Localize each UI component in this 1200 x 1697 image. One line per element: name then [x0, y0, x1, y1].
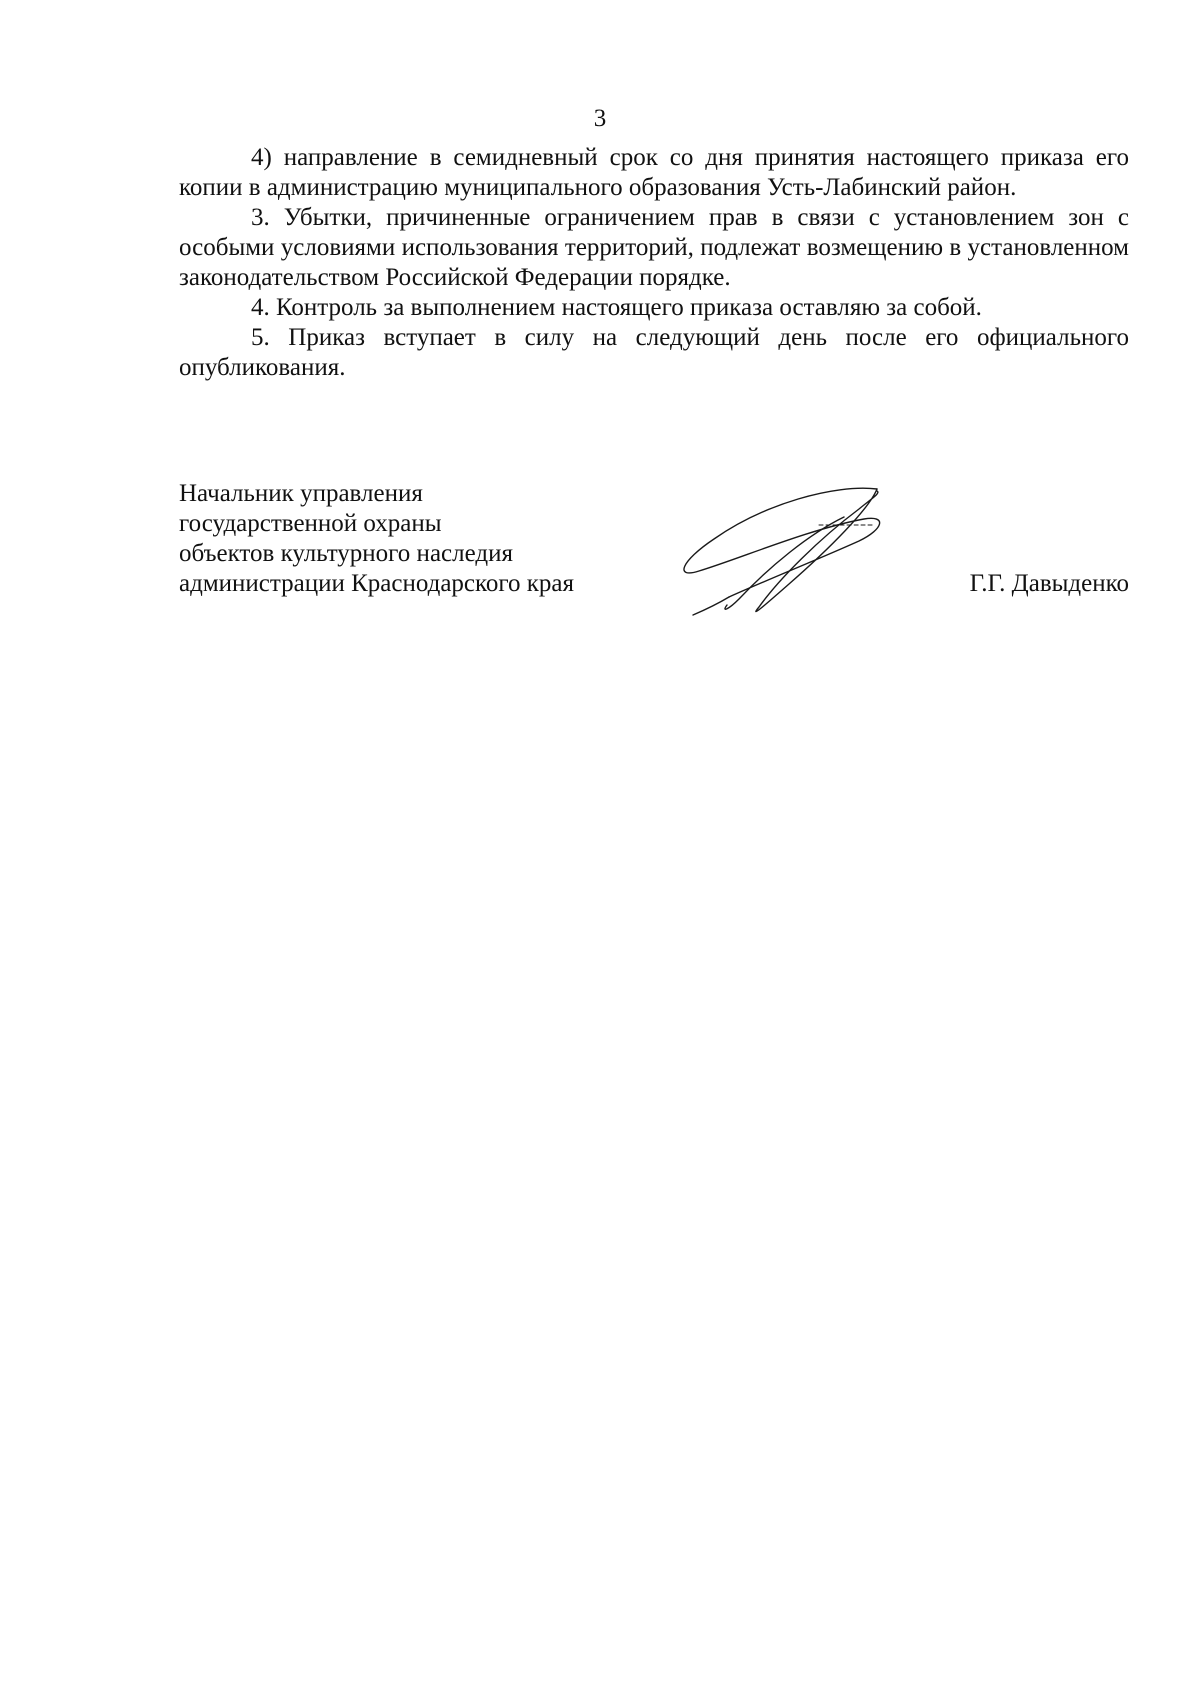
position-line: администрации Краснодарского края — [179, 570, 575, 597]
paragraph-effective-date: 5. Приказ вступает в силу на следующий день после его официального опубликования. — [179, 324, 1129, 381]
signature-block — [179, 479, 1129, 629]
signer-name: Г.Г. Давыденко — [969, 570, 1129, 597]
position-line: Начальник управления — [179, 480, 423, 507]
page-number: 3 — [593, 105, 607, 132]
document-body — [179, 143, 1129, 383]
signer-position — [179, 479, 574, 599]
position-line: государственной охраны — [179, 510, 442, 537]
paragraph-control: 4. Контроль за выполнением настоящего приказа оставляю за собой. — [251, 294, 982, 321]
paragraph-item-4: 4) направление в семидневный срок со дня принятия настоящего приказа его копии в администрацию муниципального образования Усть-Лабинский район. — [179, 144, 1129, 201]
handwritten-signature — [659, 479, 919, 629]
paragraph-losses: 3. Убытки, причиненные ограничением прав в связи с установлением зон с особыми условиями использования территорий, подлежат возмещению в установленном законодательством Российской Федерации порядке. — [179, 204, 1129, 291]
position-line: объектов культурного наследия — [179, 540, 513, 567]
